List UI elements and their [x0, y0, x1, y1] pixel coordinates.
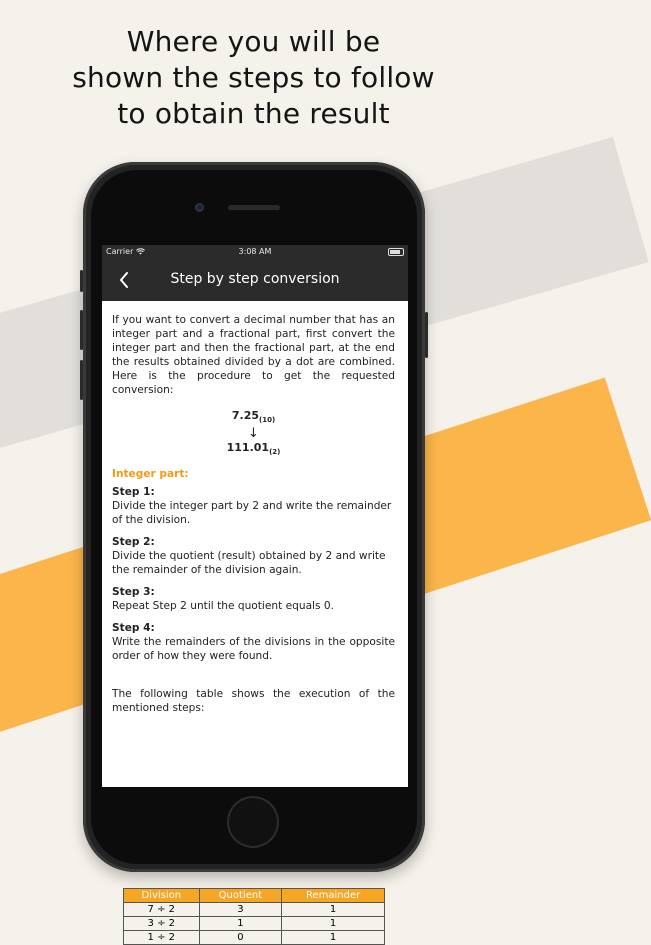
table-cell: 3	[199, 903, 282, 917]
table-header-row	[124, 889, 385, 903]
intro-text: If you want to convert a decimal number that has an integer part and a fractional part, first convert the integer part and then the fractional part, at the end the results obtained divided by a dot are combined. Here is the procedure to get the requested conversion:	[112, 314, 395, 396]
table-cell: 7 ÷ 2	[124, 903, 200, 917]
column-header-remainder: Remainder	[282, 889, 385, 903]
section-title-integer-part: Integer part:	[112, 468, 189, 481]
table-cell: 1 ÷ 2	[124, 931, 200, 945]
source-number: $7.25_{(10)}$	[231, 409, 276, 425]
headline-line: shown the steps to follow	[72, 61, 435, 94]
table-row	[124, 903, 385, 917]
result-number: $111.01_{(2)}$	[226, 441, 281, 457]
column-header-division: Division	[124, 889, 200, 903]
step-2-title: Step 2:	[112, 536, 155, 549]
carrier-label: Carrier	[106, 247, 145, 256]
phone-frame	[83, 162, 425, 943]
conversion-explanation	[112, 313, 395, 715]
step-3-text: Repeat Step 2 until the quotient equals 0.	[112, 600, 334, 613]
table-cell: 1	[282, 903, 385, 917]
division-table	[123, 888, 385, 945]
status-bar	[102, 245, 408, 259]
app-screen	[102, 245, 408, 943]
power-button	[425, 312, 428, 358]
volume-down-button	[80, 360, 83, 400]
conversion-formula	[112, 409, 395, 459]
volume-up-button	[80, 310, 83, 350]
home-button[interactable]	[227, 796, 279, 848]
step-3-title: Step 3:	[112, 586, 155, 599]
status-time: 3:08 AM	[238, 247, 272, 256]
table-cell: 1	[282, 931, 385, 945]
table-cell: 1	[282, 917, 385, 931]
step-1-title: Step 1:	[112, 486, 155, 499]
mute-switch	[80, 270, 83, 292]
step-2-text: Divide the quotient (result) obtained by 2 and write the remainder of the division again.	[112, 550, 386, 577]
earpiece-speaker	[228, 205, 280, 210]
table-intro-text: The following table shows the execution of the mentioned steps:	[112, 688, 395, 715]
promo-headline	[0, 24, 507, 132]
table-row	[124, 931, 385, 945]
table-cell: 1	[199, 917, 282, 931]
step-4-title: Step 4:	[112, 622, 155, 635]
step-4-text: Write the remainders of the divisions in the opposite order of how they were found.	[112, 636, 395, 663]
table-row	[124, 917, 385, 931]
table-cell: 0	[199, 931, 282, 945]
arrow-down-icon: ↓	[248, 426, 259, 442]
step-1-text: Divide the integer part by 2 and write the remainder of the division.	[112, 500, 392, 527]
table-cell: 3 ÷ 2	[124, 917, 200, 931]
battery-icon	[388, 248, 404, 256]
page-title: Step by step conversion	[170, 271, 340, 287]
headline-line: Where you will be	[126, 25, 381, 58]
navigation-bar	[102, 259, 408, 301]
headline-line: to obtain the result	[117, 97, 390, 130]
column-header-quotient: Quotient	[199, 889, 282, 903]
front-camera	[195, 203, 204, 212]
